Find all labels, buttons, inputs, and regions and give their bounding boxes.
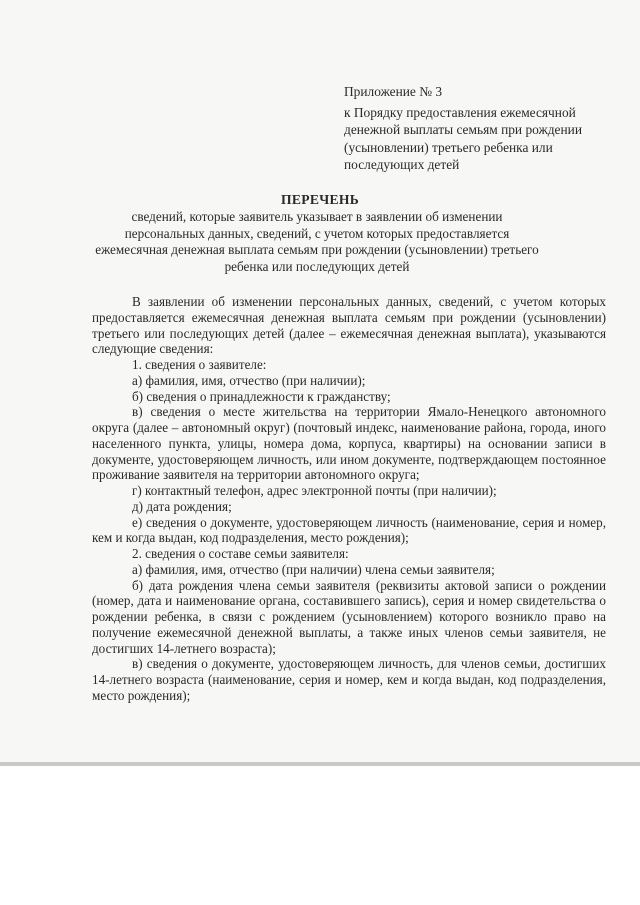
intro-paragraph: В заявлении об изменении персональных данных, сведений, с учетом которых предоставляется ежемесячная денежная выплата семьям при рождении (усыновлении) третьего или последующих детей (далее – ежемесячная денежная выплата), указываются следующие сведения: xyxy=(92,294,606,357)
document-body xyxy=(92,294,606,704)
appendix-subtitle: к Порядку предоставления ежемесячной денежной выплаты семьям при рождении (усыновлении) третьего ребенка или последующих детей xyxy=(344,105,583,172)
document-title: ПЕРЕЧЕНЬ xyxy=(280,192,359,207)
page-edge xyxy=(0,762,640,766)
list-item: б) сведения о принадлежности к гражданству; xyxy=(132,388,391,404)
list-item: в) сведения о документе, удостоверяющем личность, для членов семьи, достигших 14-летнего возраста (наименование, серия и номер, кем и когда выдан, код подразделения, место рождения); xyxy=(92,656,606,703)
list-item: в) сведения о месте жительства на территории Ямало-Ненецкого автономного округа (далее – автономный округ) (почтовый индекс, наименование района, города, иного населенного пункта, улицы, номера дома, корпуса, квартиры) на основании записи в документе, удостоверяющем личность, или ином документе, подтверждающем постоянное проживание заявителя на территории автономного округа; xyxy=(92,404,606,483)
section-2-heading: 2. сведения о составе семьи заявителя: xyxy=(132,546,349,561)
appendix-label: Приложение № 3 xyxy=(344,84,443,99)
list-item: б) дата рождения члена семьи заявителя (реквизиты актовой записи о рождении (номер, дата и наименование органа, составившего запись), серия и номер свидетельства о рождении ребенка, в связи с рождением (усыновлением) которого возникло право на получение ежемесячной денежной выплаты, а также иных членов семьи заявителя, не достигших 14-летнего возраста); xyxy=(92,577,606,656)
document-subtitle: сведений, которые заявитель указывает в заявлении об изменении персональных данных, сведений, с учетом которых предоставляется ежемесячная денежная выплата семьям при рождении (усыновлении) третьего ребенка или последующих детей xyxy=(95,209,539,274)
list-item: а) фамилия, имя, отчество (при наличии); xyxy=(132,372,366,388)
list-item: е) сведения о документе, удостоверяющем личность (наименование, серия и номер, кем и когда выдан, код подразделения, место рождения); xyxy=(92,514,606,546)
list-item: г) контактный телефон, адрес электронной почты (при наличии); xyxy=(132,483,497,498)
section-1-heading: 1. сведения о заявителе: xyxy=(132,357,267,372)
list-item: а) фамилия, имя, отчество (при наличии) члена семьи заявителя; xyxy=(132,561,495,577)
list-item: д) дата рождения; xyxy=(132,498,232,514)
